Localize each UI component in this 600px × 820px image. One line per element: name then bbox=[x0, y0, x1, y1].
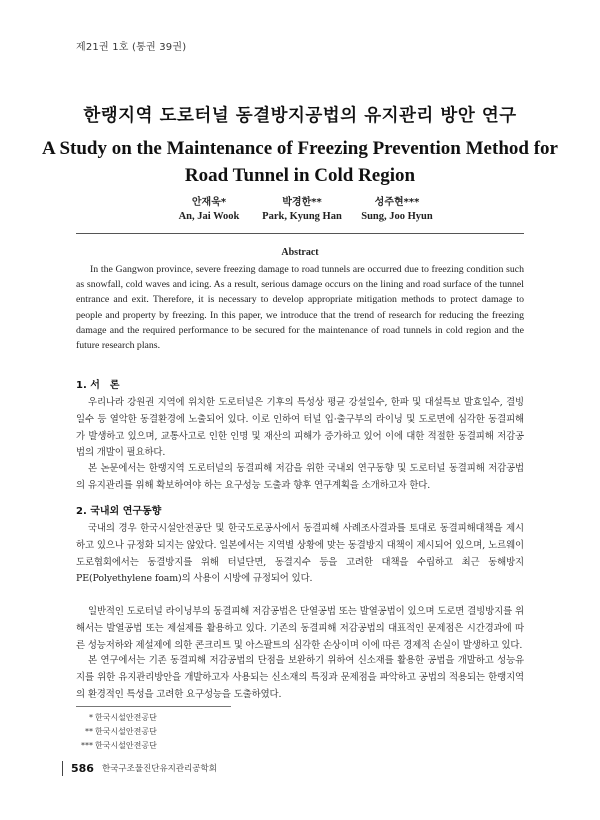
footnote-3 bbox=[78, 740, 157, 751]
journal-volume-header: 제21권 1호 (통권 39권) bbox=[76, 42, 187, 53]
section-2-paragraph-1: 국내의 경우 한국시설안전공단 및 한국도로공사에서 동결피해 사례조사결과를 토대로 동결피해대책을 제시하고 있으나 규정화 되지는 않았다. 일본에서는 지역별 상황에 맞는 동결방지 대책이 제시되어 있으며, 노르웨이 도로협회에서는 동결방지를 위해 터널단면, 동결지수 등을 고려한 대책을 수립하고 최근 동해방지 PE(Polyethylene foam)의 사용이 시방에 규정되어 있다. bbox=[76, 523, 524, 585]
author-2-english: Park, Kyung Han bbox=[262, 211, 342, 222]
section-2-paragraph-2: 일반적인 도로터널 라이닝부의 동결피해 저감공법은 단열공법 또는 발열공법이 있으며 도로면 결빙방지를 위해서는 발열공법 또는 제설제를 활용하고 있다. 기존의 동결피해 저감공법의 대표적인 문제점은 시간경과에 따른 성능저하와 제설제에 의한 콘크리트 및 아스팔트의 심각한 손상이며 이에 따른 경제적 손실이 발생하고 있다. bbox=[76, 606, 524, 651]
footnote-1-mark: * bbox=[89, 713, 93, 722]
footer-divider bbox=[62, 761, 63, 776]
footnote-2 bbox=[78, 726, 157, 737]
author-1-english: An, Jai Wook bbox=[178, 211, 240, 222]
abstract-heading: Abstract bbox=[281, 247, 319, 258]
footnote-1 bbox=[78, 712, 157, 723]
footnote-3-text: 한국시설안전공단 bbox=[95, 741, 157, 750]
section-2-heading: 2. 국내외 연구동향 bbox=[76, 506, 162, 517]
section-1-paragraph-2: 본 논문에서는 한랭지역 도로터널의 동결피해 저감을 위한 국내외 연구동향 및 도로터널 동결피해 저감공법의 유지관리를 위해 확보하여야 하는 요구성능 도출과 향후 연구계획을 소개하고자 한다. bbox=[76, 463, 524, 491]
footnote-2-text: 한국시설안전공단 bbox=[95, 727, 157, 736]
footnote-divider bbox=[76, 706, 231, 707]
page-footer bbox=[62, 760, 217, 776]
abstract-text: In the Gangwon province, severe freezing damage to road tunnels are occurred due to freezing condition such as snowfall, cold waves and icing. As a result, serious damage occurs on the lining and road surface of the tunnel entrance and exit. Therefore, it is necessary to develop appropriate mitigation methods to protect damage to people and property by freezing. In this paper, we introduce that the trend of research for reducing the freezing damage and the required performance to be secured for the maintenance of road tunnels in cold region and the future research plans. bbox=[76, 264, 524, 352]
author-2-korean: 박경한** bbox=[282, 197, 322, 208]
journal-name: 한국구조물진단유지관리공학회 bbox=[101, 764, 217, 774]
footnote-2-mark: ** bbox=[85, 727, 93, 736]
page-number: 586 bbox=[71, 761, 94, 775]
footnote-1-text: 한국시설안전공단 bbox=[95, 713, 157, 722]
author-1-korean: 안재욱* bbox=[191, 197, 227, 208]
section-1-heading: 1. 서 론 bbox=[76, 380, 120, 391]
section-2-paragraph-3: 본 연구에서는 기존 동결피해 저감공법의 단점을 보완하기 위하여 신소재를 활용한 공법을 개발하고 성능유지를 위한 유지관리방안을 개발하고자 사용되는 신소재의 특징과 문제점을 파악하고 공법의 적용되는 한랭지역의 환경적인 특성을 고려한 요구성능을 도출하였다. bbox=[76, 655, 524, 700]
footnote-3-mark: *** bbox=[81, 741, 93, 750]
author-3-english: Sung, Joo Hyun bbox=[361, 211, 433, 222]
author-3 bbox=[327, 193, 467, 222]
title-korean: 한랭지역 도로터널 동결방지공법의 유지관리 방안 연구 bbox=[83, 106, 517, 126]
section-1-paragraph-1: 우리나라 강원권 지역에 위치한 도로터널은 기후의 특성상 평균 강설일수, 한파 및 대설특보 발효일수, 결빙일수 등 열악한 동결환경에 노출되어 있다. 이로 인하여 터널 입·출구부의 라이닝 및 도로면에 심각한 동결피해가 발생하고 있으며, 교통사고로 인한 인명 및 재산의 피해가 증가하고 있어 이에 대한 적절한 동결피해 저감공법의 개발이 필요하다. bbox=[76, 397, 524, 459]
abstract-divider bbox=[76, 233, 524, 234]
title-english: A Study on the Maintenance of Freezing Prevention Method for Road Tunnel in Cold Region bbox=[42, 138, 558, 186]
author-3-korean: 성주현*** bbox=[374, 197, 420, 208]
